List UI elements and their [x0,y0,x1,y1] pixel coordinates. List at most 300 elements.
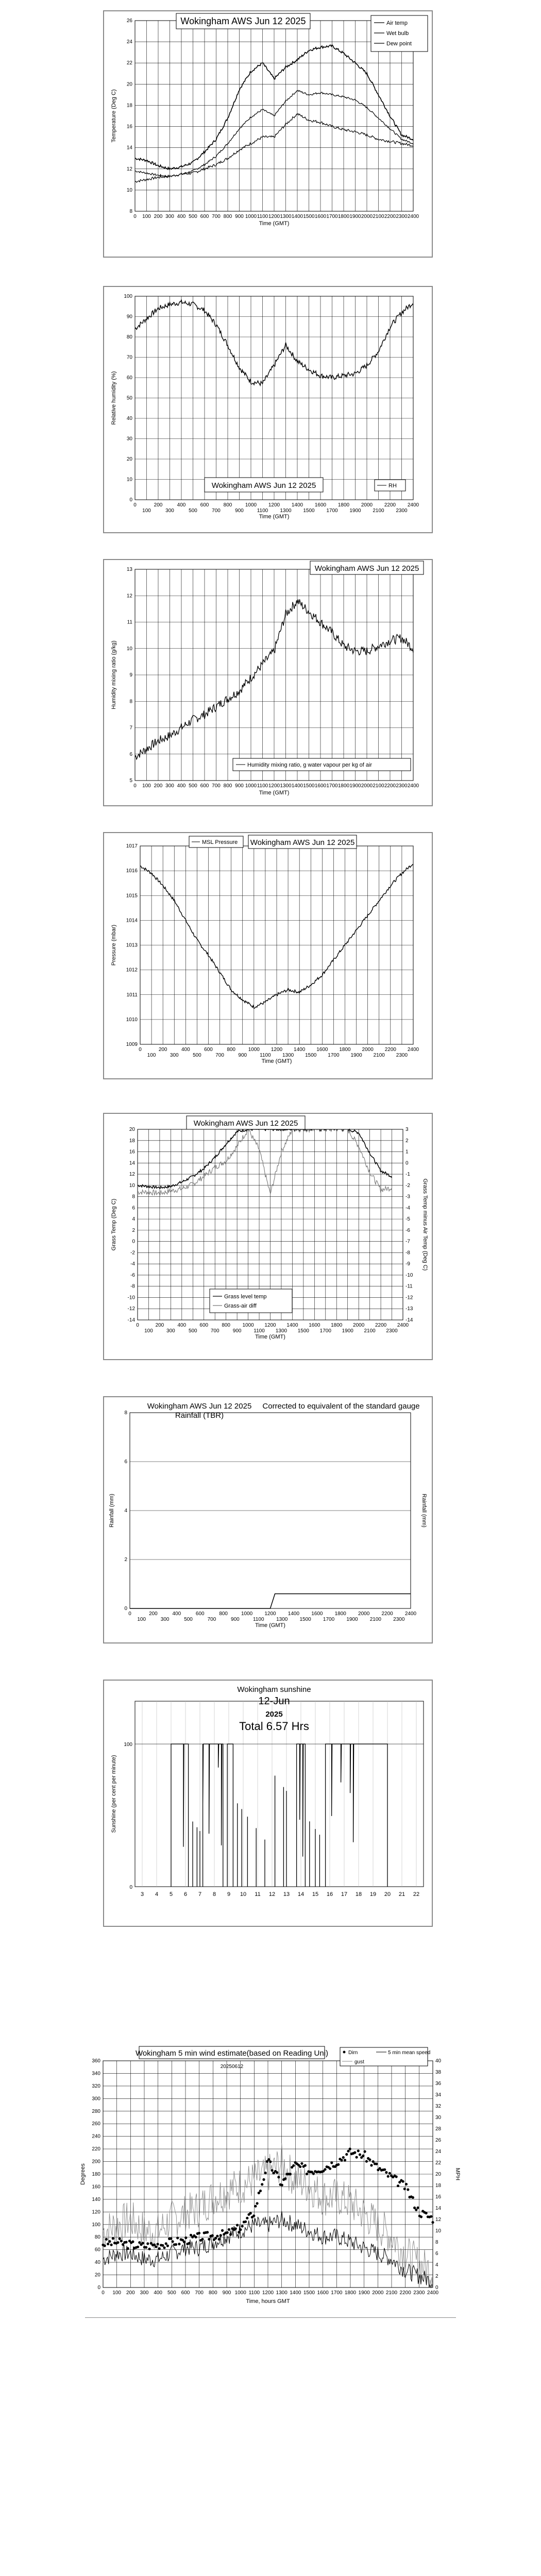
y-tick-label: 20 [129,1127,135,1132]
direction-point [183,2241,185,2243]
x-tick-label: 2200 [399,2290,411,2296]
x-tick-label: 1900 [346,1617,358,1622]
direction-point [267,2158,270,2161]
x-tick-label: 100 [144,1328,153,1334]
pressure-chart-panel [103,832,433,1079]
x-tick-label: 600 [200,502,209,508]
y-tick-label: 4 [124,1508,127,1514]
direction-point [337,2163,340,2166]
y-tick-label: 18 [129,1138,135,1144]
direction-point [105,2238,108,2241]
direction-point [170,2238,172,2240]
direction-point [269,2160,272,2163]
y-tick-label: 100 [124,294,132,299]
chart-note: Corrected to equivalent of the standard gauge [262,1402,420,1411]
y2-axis-label: MPH [454,2167,461,2181]
x-tick-label: 0 [133,214,137,219]
direction-point [104,2244,106,2247]
y-tick-label: 0 [129,497,132,503]
direction-point [362,2155,364,2157]
direction-point [236,2224,239,2226]
x-tick-label: 200 [154,783,163,789]
y-tick-label: 240 [92,2133,100,2140]
x-tick-label: 2000 [358,1611,370,1617]
y-tick-label: 8 [129,699,132,705]
y-tick-label: 5 [129,778,132,784]
direction-point [368,2158,371,2161]
direction-point [370,2164,373,2166]
y-tick-label: 70 [126,354,132,361]
x-tick-label: 1400 [286,1323,298,1328]
y2-tick-label: 38 [435,2070,442,2075]
y-axis-label: Relative humidity (%) [111,371,117,425]
y-tick-label: -12 [127,1306,135,1312]
y-tick-label: 100 [92,2222,100,2228]
direction-point [175,2243,177,2246]
x-tick-label: 500 [167,2290,176,2296]
y-tick-label: 1016 [126,868,138,874]
direction-point [211,2234,214,2237]
legend-swatch [343,2051,346,2054]
x-tick-label: 300 [165,214,174,219]
y-tick-label: 1017 [126,843,138,849]
x-tick-label: 700 [195,2290,204,2296]
y-tick-label: 20 [94,2272,100,2278]
y-tick-label: 80 [126,334,132,340]
x-tick-label: 2100 [369,1617,381,1622]
x-tick-label: 800 [208,2290,217,2296]
legend-label: 5 min mean speed [388,2050,431,2056]
legend-label: Dirn [348,2050,358,2056]
legend-label: Grass-air diff [224,1303,257,1309]
direction-point [166,2245,169,2247]
y-tick-label: 10 [129,1182,135,1189]
y-tick-label: 60 [126,375,132,381]
x-tick-label: 900 [235,214,244,219]
x-tick-label: 1100 [257,783,268,789]
y2-tick-label: 26 [435,2138,442,2143]
x-tick-label: 500 [193,1053,201,1058]
x-tick-label: 2100 [373,508,384,514]
y-tick-label: 260 [92,2121,100,2127]
x-tick-label: 4 [155,1891,159,1897]
x-tick-label: 600 [200,783,209,789]
x-tick-label: 500 [188,1328,197,1334]
direction-point [254,2205,257,2208]
direction-point [388,2172,391,2175]
x-tick-label: 8 [212,1891,216,1897]
x-tick-label: 800 [223,214,232,219]
y2-tick-label: 6 [435,2251,438,2257]
x-tick-label: 800 [222,1323,231,1328]
sunshine-period [171,1744,189,1887]
y-tick-label: 320 [92,2083,100,2089]
direction-point [425,2212,428,2214]
y2-tick-label: 34 [435,2092,442,2098]
direction-point [172,2240,174,2243]
direction-point [158,2247,161,2250]
x-tick-label: 700 [210,1328,219,1334]
x-tick-label: 5 [169,1891,173,1897]
x-tick-label: 600 [199,1323,209,1328]
y-tick-label: 12 [129,1172,135,1178]
y2-tick-label: -6 [405,1227,410,1233]
chart-title: Wokingham AWS Jun 12 2025 [250,838,355,847]
direction-point [198,2232,200,2234]
direction-point [176,2236,179,2239]
x-tick-label: 200 [155,1323,164,1328]
x-tick-label: 700 [207,1617,216,1622]
x-tick-label: 300 [165,783,174,789]
x-tick-label: 21 [398,1891,405,1897]
x-tick-label: 2300 [396,1053,408,1058]
x-tick-label: 1100 [257,508,268,514]
y-tick-label: 100 [124,1742,132,1748]
chart-title: Wokingham AWS Jun 12 2025 [180,16,306,26]
y2-tick-label: 0 [435,2285,438,2291]
x-tick-label: 2000 [361,783,373,789]
x-tick-label: 1900 [342,1328,353,1334]
x-tick-label: 900 [235,783,244,789]
x-tick-label: 2400 [407,783,419,789]
x-tick-label: 10 [240,1891,247,1897]
y-tick-label: 0 [132,1239,135,1245]
x-tick-label: 1800 [337,783,350,789]
direction-point [385,2171,387,2174]
direction-point [163,2246,165,2249]
direction-point [289,2173,292,2175]
y-tick-label: 20 [126,456,132,462]
legend-label: MSL Pressure [202,839,238,845]
direction-point [304,2164,307,2167]
y-tick-label: -2 [130,1250,135,1256]
direction-point [201,2238,204,2241]
pressure-chart [104,833,432,1078]
x-tick-label: 1500 [305,1053,317,1058]
x-tick-label: 16 [326,1891,333,1897]
y-tick-label: 12 [126,166,132,172]
x-tick-label: 300 [166,1328,175,1334]
x-tick-label: 0 [128,1611,131,1617]
humidity-chart [104,287,432,532]
x-tick-label: 2200 [384,214,396,219]
x-tick-label: 900 [238,1053,247,1058]
x-tick-label: 500 [189,214,197,219]
x-axis-label: Time (GMT) [255,1622,285,1629]
x-axis-label: Time (GMT) [259,790,290,796]
y-tick-label: 160 [92,2184,100,2190]
x-tick-label: 1700 [331,2290,343,2296]
x-tick-label: 400 [177,214,186,219]
y2-tick-label: 18 [435,2183,442,2189]
direction-point [155,2245,157,2248]
x-tick-label: 100 [112,2290,122,2296]
y-tick-label: 8 [124,1410,127,1416]
x-tick-label: 1600 [309,1323,320,1328]
x-tick-label: 400 [181,1047,190,1053]
chart-date: 20250612 [220,2064,244,2070]
direction-point [375,2163,378,2165]
x-tick-label: 2000 [353,1323,365,1328]
x-tick-label: 1900 [349,783,361,789]
x-tick-label: 7 [198,1891,202,1897]
direction-point [137,2246,139,2248]
rainfall-chart-panel [103,1396,433,1643]
x-tick-label: 1500 [303,508,315,514]
legend-label: Humidity mixing ratio, g water vapour per kg of air [247,762,373,768]
y2-tick-label: 36 [435,2081,442,2087]
direction-point [347,2150,349,2153]
direction-point [372,2160,375,2163]
x-tick-label: 3 [140,1891,144,1897]
x-tick-label: 2300 [386,1328,398,1334]
direction-point [402,2180,404,2183]
y2-tick-label: -11 [405,1283,413,1290]
y2-tick-label: 22 [435,2160,442,2166]
y2-tick-label: -14 [405,1317,413,1323]
direction-point [234,2227,237,2230]
x-tick-label: 12 [268,1891,276,1897]
x-tick-label: 1400 [291,783,303,789]
x-tick-label: 1000 [242,1323,254,1328]
y2-tick-label: -5 [405,1216,410,1223]
x-tick-label: 1200 [270,1047,283,1053]
x-tick-label: 22 [413,1891,420,1897]
x-tick-label: 1500 [303,214,315,219]
y-axis-label: Degrees [80,2163,86,2185]
x-tick-label: 2300 [413,2290,425,2296]
x-tick-label: 1300 [280,214,292,219]
x-tick-label: 1800 [331,1323,343,1328]
y2-tick-label: 0 [405,1160,409,1166]
direction-point [299,2165,301,2168]
y-tick-label: -4 [130,1261,135,1267]
y-tick-label: 10 [126,646,132,652]
direction-point [246,2217,248,2219]
direction-point [330,2161,333,2164]
x-tick-label: 1600 [314,502,327,508]
x-tick-label: 1800 [334,1611,346,1617]
y-tick-label: 360 [92,2058,100,2064]
y-tick-label: 200 [92,2159,100,2165]
x-tick-label: 1300 [282,1053,294,1058]
direction-point [216,2235,218,2238]
x-tick-label: 100 [147,1053,156,1058]
x-tick-label: 2000 [362,1047,374,1053]
x-tick-label: 1700 [326,508,338,514]
x-tick-label: 1900 [350,1053,362,1058]
chart-title: Wokingham AWS Jun 12 2025 [314,564,419,573]
x-tick-label: 600 [204,1047,213,1053]
grass-temp-chart [104,1114,432,1359]
y2-tick-label: -4 [405,1205,410,1211]
y-axis-label: Pressure (mbar) [111,924,117,966]
y2-tick-label: -10 [405,1272,413,1278]
x-tick-label: 2000 [361,214,373,219]
x-tick-label: 300 [140,2290,149,2296]
x-tick-label: 600 [200,214,209,219]
direction-point [125,2241,127,2243]
x-tick-label: 800 [227,1047,236,1053]
y2-tick-label: -2 [405,1182,410,1189]
x-tick-label: 1800 [337,214,350,219]
direction-point [259,2190,262,2192]
x-tick-label: 2100 [373,783,384,789]
direction-point [110,2244,113,2246]
y-tick-label: 13 [126,567,132,572]
x-tick-label: 1500 [299,1617,311,1622]
x-axis-label: Time (GMT) [261,1058,292,1064]
x-tick-label: 1700 [323,1617,335,1622]
x-tick-label: 1700 [328,1053,340,1058]
x-tick-label: 900 [222,2290,231,2296]
x-tick-label: 1600 [316,1047,328,1053]
direction-point [214,2237,217,2240]
direction-point [364,2150,366,2153]
direction-point [184,2236,187,2239]
y-tick-label: 1013 [126,942,138,948]
x-tick-label: 500 [189,783,197,789]
sunshine-chart [104,1681,432,1926]
y-tick-label: 4 [132,1216,135,1223]
y2-axis-label: Rainfall (mm) [421,1494,427,1528]
y-tick-label: 16 [129,1149,135,1155]
x-tick-label: 200 [154,214,163,219]
direction-point [221,2229,224,2232]
direction-point [228,2228,230,2231]
y-tick-label: 0 [124,1606,127,1612]
direction-point [229,2233,232,2236]
x-tick-label: 400 [177,783,186,789]
y-tick-label: 1009 [126,1042,138,1047]
y-tick-label: 7 [129,725,132,731]
x-tick-label: 2300 [396,783,408,789]
x-tick-label: 100 [137,1617,146,1622]
direction-point [264,2172,267,2174]
y-tick-label: 18 [126,103,132,109]
y-tick-label: 1011 [126,992,138,998]
y-tick-label: 60 [94,2247,100,2253]
direction-point [430,2215,432,2218]
x-tick-label: 1400 [294,1047,306,1053]
y-tick-label: 10 [126,187,132,193]
x-tick-label: 300 [165,508,174,514]
direction-point [238,2231,240,2233]
y2-tick-label: 2 [405,1138,409,1144]
direction-point [415,2209,417,2211]
x-tick-label: 1500 [297,1328,309,1334]
wind-chart [72,2045,469,2308]
y-tick-label: 2 [124,1557,127,1563]
direction-point [403,2188,406,2190]
x-tick-label: 300 [160,1617,170,1622]
direction-point [395,2175,398,2178]
y-tick-label: 40 [126,416,132,421]
sunshine-chart-panel [103,1680,433,1927]
x-axis-label: Time, hours GMT [246,2298,290,2304]
x-tick-label: 1400 [291,214,303,219]
series-line-grass-temp [138,1129,392,1189]
direction-point [387,2175,390,2178]
direction-point [145,2246,147,2249]
y-tick-label: 10 [126,477,132,483]
direction-point [244,2221,247,2223]
y2-tick-label: -9 [405,1261,410,1267]
y-tick-label: 26 [126,18,132,24]
x-tick-label: 1000 [241,1611,253,1617]
y-tick-label: 30 [126,436,132,442]
temperature-chart [104,11,432,257]
chart-title: Wokingham AWS Jun 12 2025 [147,1402,252,1411]
chart-title: Wokingham 5 min wind estimate(based on Reading Uni) [135,2049,329,2058]
direction-point [292,2164,295,2167]
x-tick-label: 1700 [326,783,338,789]
x-tick-label: 1500 [303,783,315,789]
x-tick-label: 2200 [381,1611,393,1617]
y2-axis-label: Grass Temp minus Air Temp (Deg C) [422,1178,428,1271]
x-tick-label: 0 [139,1047,142,1053]
x-tick-label: 300 [170,1053,179,1058]
x-tick-label: 20 [384,1891,391,1897]
chart-title: Wokingham sunshine [237,1685,311,1694]
x-tick-label: 1800 [337,502,350,508]
direction-point [165,2242,167,2245]
x-tick-label: 1200 [268,502,280,508]
direction-point [353,2151,356,2154]
x-tick-label: 800 [223,783,232,789]
direction-point [281,2184,283,2187]
y-tick-label: 11 [127,619,132,625]
x-tick-label: 500 [184,1617,193,1622]
direction-point [208,2238,210,2241]
x-tick-label: 1200 [268,783,280,789]
x-tick-label: 11 [255,1891,261,1897]
x-tick-label: 1800 [339,1047,351,1053]
x-tick-label: 1700 [319,1328,331,1334]
x-tick-label: 9 [227,1891,231,1897]
series-line-rainfall [130,1594,411,1609]
direction-point [276,2171,278,2174]
direction-point [344,2159,346,2161]
direction-point [131,2241,134,2243]
x-tick-label: 400 [154,2290,163,2296]
y2-tick-label: 24 [435,2149,442,2155]
x-tick-label: 1700 [326,214,338,219]
y2-tick-label: 20 [435,2172,442,2177]
y-tick-label: 90 [126,314,132,320]
y2-tick-label: 16 [435,2194,442,2200]
direction-point [119,2238,121,2240]
y2-tick-label: 2 [435,2274,438,2279]
direction-point [256,2202,259,2205]
x-tick-label: 600 [181,2290,190,2296]
x-tick-label: 200 [154,502,163,508]
temperature-chart-panel [103,10,433,258]
x-tick-label: 2400 [407,1047,419,1053]
x-tick-label: 2400 [407,502,419,508]
direction-point [142,2242,144,2244]
sunshine-period [326,1744,387,1887]
direction-point [270,2169,273,2172]
direction-point [365,2160,368,2163]
y2-tick-label: 40 [435,2058,442,2064]
y-tick-label: 180 [92,2172,100,2177]
x-tick-label: 0 [133,502,137,508]
x-tick-label: 900 [232,1328,242,1334]
x-tick-label: 800 [219,1611,228,1617]
direction-point [178,2243,180,2245]
y2-tick-label: -1 [405,1172,410,1178]
